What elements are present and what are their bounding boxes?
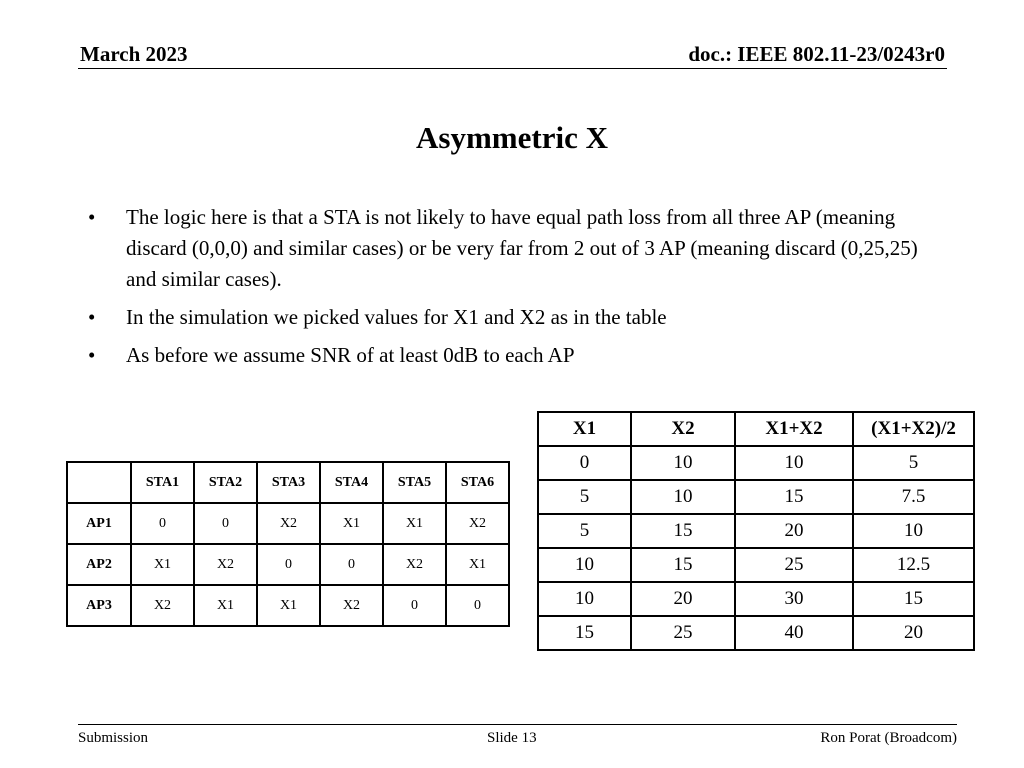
table-row — [538, 480, 974, 514]
table-row — [538, 616, 974, 650]
column-header: X1+X2 — [735, 412, 853, 446]
slide-title: Asymmetric X — [416, 120, 608, 155]
table-cell: 10 — [853, 514, 974, 548]
table-row — [538, 582, 974, 616]
table-cell: 10 — [538, 582, 631, 616]
table-cell: 0 — [320, 544, 383, 585]
table-cell: X2 — [131, 585, 194, 626]
column-header: (X1+X2)/2 — [853, 412, 974, 446]
table-cell: 10 — [631, 480, 735, 514]
table-row — [538, 446, 974, 480]
bullet-item — [80, 302, 950, 333]
table-cell: X1 — [446, 544, 509, 585]
bullet-marker: • — [88, 343, 96, 367]
table-cell: 15 — [538, 616, 631, 650]
table-corner-cell — [67, 462, 131, 503]
table-cell: 20 — [735, 514, 853, 548]
table-cell: X1 — [383, 503, 446, 544]
table-row — [67, 585, 509, 626]
table-cell: 20 — [631, 582, 735, 616]
table-cell: X2 — [383, 544, 446, 585]
column-header: STA6 — [446, 462, 509, 503]
table-cell: X2 — [320, 585, 383, 626]
table-cell: 10 — [735, 446, 853, 480]
column-header: STA1 — [131, 462, 194, 503]
table-cell: 12.5 — [853, 548, 974, 582]
header-divider — [78, 68, 947, 69]
table-cell: 0 — [194, 503, 257, 544]
table-cell: X1 — [320, 503, 383, 544]
column-header: X1 — [538, 412, 631, 446]
table-cell: X1 — [194, 585, 257, 626]
bullet-list — [80, 202, 950, 378]
row-header: AP3 — [67, 585, 131, 626]
table-cell: X1 — [257, 585, 320, 626]
table-cell: 5 — [853, 446, 974, 480]
table-row — [538, 548, 974, 582]
bullet-text: As before we assume SNR of at least 0dB to each AP — [126, 343, 575, 367]
column-header: STA5 — [383, 462, 446, 503]
column-header: STA4 — [320, 462, 383, 503]
table-header-row — [67, 462, 509, 503]
header-date: March 2023 — [80, 42, 188, 66]
table-header-row — [538, 412, 974, 446]
table-cell: 5 — [538, 480, 631, 514]
table-cell: X2 — [194, 544, 257, 585]
table-row — [538, 514, 974, 548]
table-cell: 0 — [383, 585, 446, 626]
table-cell: 15 — [631, 514, 735, 548]
bullet-marker: • — [88, 205, 96, 229]
bullet-item — [80, 340, 950, 371]
table-row — [67, 503, 509, 544]
table-cell: 15 — [853, 582, 974, 616]
table-cell: X2 — [446, 503, 509, 544]
table-cell: 0 — [446, 585, 509, 626]
column-header: STA3 — [257, 462, 320, 503]
table-cell: 25 — [631, 616, 735, 650]
table-cell: 10 — [631, 446, 735, 480]
table-cell: 25 — [735, 548, 853, 582]
bullet-item — [80, 202, 950, 295]
column-header: X2 — [631, 412, 735, 446]
sta-assignment-table — [66, 461, 510, 627]
table-cell: 15 — [631, 548, 735, 582]
table-cell: 5 — [538, 514, 631, 548]
footer-author: Ron Porat (Broadcom) — [820, 730, 957, 746]
table-cell: 15 — [735, 480, 853, 514]
table-row — [67, 544, 509, 585]
table-cell: 0 — [131, 503, 194, 544]
table-cell: X2 — [257, 503, 320, 544]
footer-submission: Submission — [78, 730, 149, 746]
table-cell: 0 — [538, 446, 631, 480]
table-cell: 10 — [538, 548, 631, 582]
bullet-text: In the simulation we picked values for X1 and X2 as in the table — [126, 305, 667, 329]
table-cell: 30 — [735, 582, 853, 616]
table-cell: 0 — [257, 544, 320, 585]
row-header: AP2 — [67, 544, 131, 585]
bullet-marker: • — [88, 305, 96, 329]
column-header: STA2 — [194, 462, 257, 503]
row-header: AP1 — [67, 503, 131, 544]
table-cell: 40 — [735, 616, 853, 650]
table-cell: 7.5 — [853, 480, 974, 514]
header-doc-id: doc.: IEEE 802.11-23/0243r0 — [688, 42, 945, 66]
footer-slide-number: Slide 13 — [487, 730, 537, 746]
table-cell: X1 — [131, 544, 194, 585]
x-values-table — [537, 411, 975, 651]
bullet-text: The logic here is that a STA is not likely to have equal path loss from all three AP (meaning discard (0,0,0) and similar cases) or be very far from 2 out of 3 AP (meaning discard (0,25,25) and similar cases). — [126, 205, 918, 291]
footer-divider — [78, 724, 957, 725]
table-cell: 20 — [853, 616, 974, 650]
